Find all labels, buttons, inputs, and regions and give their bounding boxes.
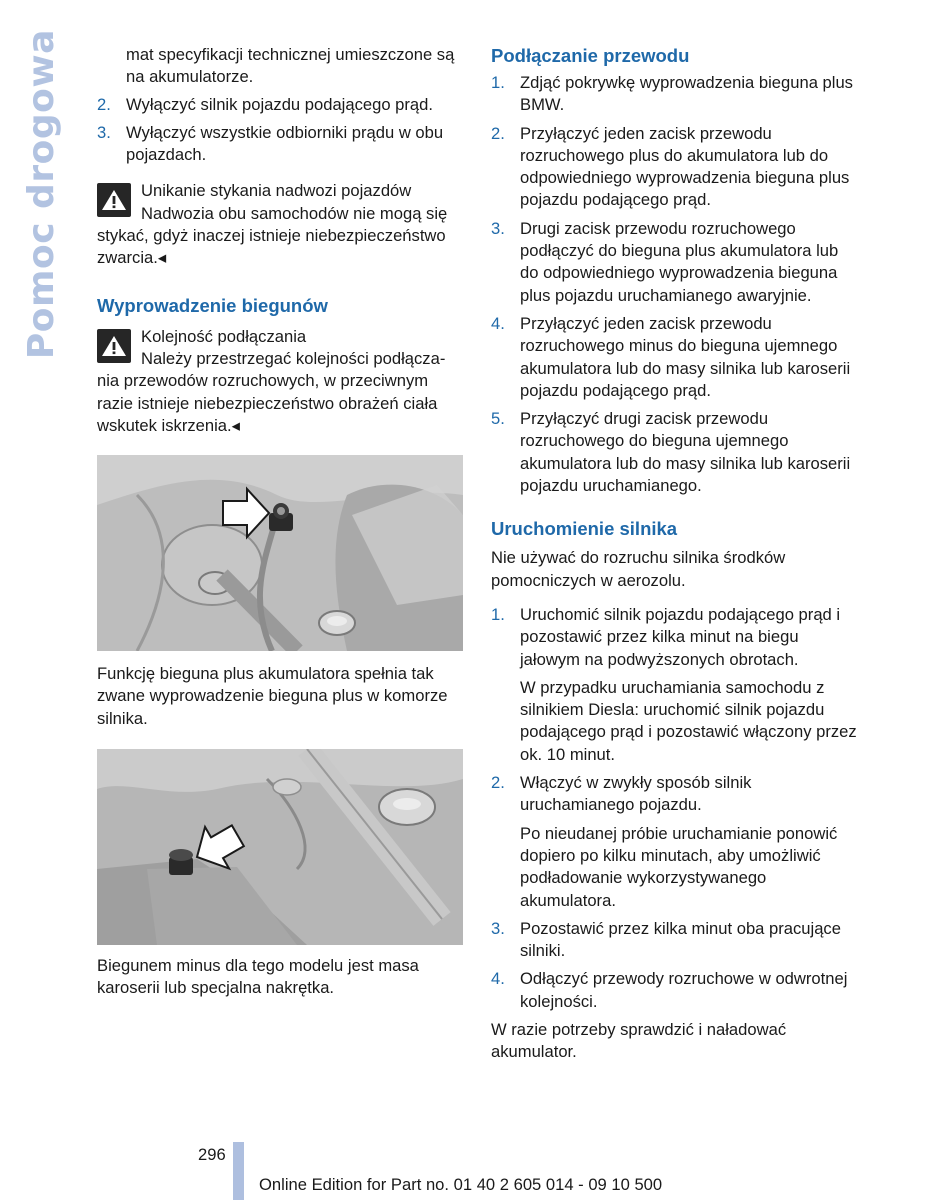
photo-caption: Funkcję bieguna plus akumulatora spełnia tak zwane wyprowadzenie bieguna plus w komorze silnika. xyxy=(97,664,448,728)
step-text: Zdjąć pokrywkę wyprowadzenia bieguna plus BMW. xyxy=(520,73,853,115)
warning-text: nia przewodów rozruchowych, w przeciwnym razie istnieje niebezpieczeństwo obrażeń ciała wskutek iskrzenia.◂ xyxy=(97,371,438,435)
step-note: Po nieudanej próbie uruchamianie ponowić dopiero po kilku minutach, aby umożliwić podładowanie wykorzystywanego akumulatora. xyxy=(520,823,838,910)
section-title-text: Pomoc drogowa xyxy=(20,28,62,360)
warning-block xyxy=(97,326,463,437)
step-text: Drugi zacisk przewodu rozruchowego podłączyć do bieguna plus akumulatora lub do odpowiedniego wyprowadzenia bieguna plus pojazdu uruchamianego awaryjnie. xyxy=(520,218,839,305)
list-item xyxy=(491,772,859,817)
list-item xyxy=(491,968,859,1013)
step-number: 2. xyxy=(97,94,111,114)
warning-text: stykać, gdyż inaczej istnieje niebezpieczeństwo zwarcia.◂ xyxy=(97,226,446,268)
step-number: 3. xyxy=(491,918,505,938)
list-item xyxy=(491,408,859,497)
step-number: 3. xyxy=(491,218,505,238)
list-item xyxy=(491,604,859,671)
step-number: 4. xyxy=(491,313,505,333)
warning-title: Unikanie stykania nadwozi pojazdów xyxy=(141,181,412,201)
step-number: 1. xyxy=(491,604,505,624)
step-number: 1. xyxy=(491,73,505,92)
warning-triangle-icon xyxy=(97,329,131,363)
warning-title: Kolejność podłączania xyxy=(141,326,307,346)
step-number: 5. xyxy=(491,409,505,429)
list-item xyxy=(491,918,859,963)
left-column xyxy=(97,44,463,1000)
step-text: Wyłączyć silnik pojazdu podającego prąd. xyxy=(126,94,434,114)
closing-text: W razie potrzeby sprawdzić i naładować akumulator. xyxy=(491,1019,787,1062)
edition-note: Online Edition for Part no. 01 40 2 605 014 - 09 10 500 xyxy=(259,1175,663,1194)
footer-accent-bar xyxy=(233,1142,244,1200)
intro-text: Nie używać do rozruchu silnika środków pomocniczych w aerozolu. xyxy=(491,548,786,590)
step-text: Uruchomić silnik pojazdu podającego prąd i pozostawić przez kilka minut na biegu jałowym na podwyższonych obrotach. xyxy=(520,604,841,669)
step-number: 3. xyxy=(97,122,111,142)
list-item xyxy=(97,122,463,167)
step-note: W przypadku uruchamiania samochodu z silnikiem Diesla: uruchomić silnik pojazdu podającego prąd i pozostawić włączony przez ok. 10 minut. xyxy=(520,677,857,764)
section-heading: Uruchomienie silnika xyxy=(491,518,678,540)
step-number: 4. xyxy=(491,969,505,989)
step-number: 2. xyxy=(491,773,505,793)
step-text: Przyłączyć jeden zacisk przewodu rozruchowego minus do bieguna ujemnego akumulatora lub do masy silnika lub karoserii pojazdu podającego prąd. xyxy=(520,313,851,400)
right-column xyxy=(491,44,859,1064)
warning-block xyxy=(97,180,463,269)
step-number: 2. xyxy=(491,123,505,143)
section-side-title xyxy=(20,28,64,360)
step-text: Włączyć w zwykły sposób silnik uruchamianego pojazdu. xyxy=(520,773,752,815)
list-item xyxy=(491,313,859,402)
continuation-text: mat specyfikacji technicznej umieszczone są na akumulatorze. xyxy=(126,45,455,87)
section-heading: Wyprowadzenie biegunów xyxy=(97,294,328,316)
step-text: Przyłączyć drugi zacisk przewodu rozruchowego do bieguna ujemnego akumulatora lub do masy silnika lub karoserii pojazdu uruchamianego. xyxy=(520,409,851,496)
step-text: Pozostawić przez kilka minut oba pracujące silniki. xyxy=(520,918,841,961)
list-item xyxy=(491,123,859,212)
step-text: Odłączyć przewody rozruchowe w odwrotnej kolejności. xyxy=(520,969,848,1011)
page-number: 296 xyxy=(198,1145,226,1164)
step-text: Wyłączyć wszystkie odbiorniki prądu w obu pojazdach. xyxy=(126,122,444,165)
list-item xyxy=(491,72,859,117)
list-item xyxy=(491,218,859,307)
engine-bay-photo-negative xyxy=(97,749,463,945)
warning-text-first: Nadwozia obu samochodów nie mogą się xyxy=(141,203,448,223)
warning-triangle-icon xyxy=(97,183,131,217)
engine-bay-photo-positive xyxy=(97,455,463,651)
section-heading: Podłączanie przewodu xyxy=(491,45,690,66)
list-item xyxy=(97,94,463,116)
step-text: Przyłączyć jeden zacisk przewodu rozruchowego plus do akumulatora lub do odpowiedniego wyprowadzenia bieguna plus pojazdu podającego prąd. xyxy=(520,123,850,210)
photo-caption: Biegunem minus dla tego modelu jest masa karoserii lub specjalna nakrętka. xyxy=(97,956,419,998)
warning-text-first: Należy przestrzegać kolejności podłącza- xyxy=(141,348,446,368)
